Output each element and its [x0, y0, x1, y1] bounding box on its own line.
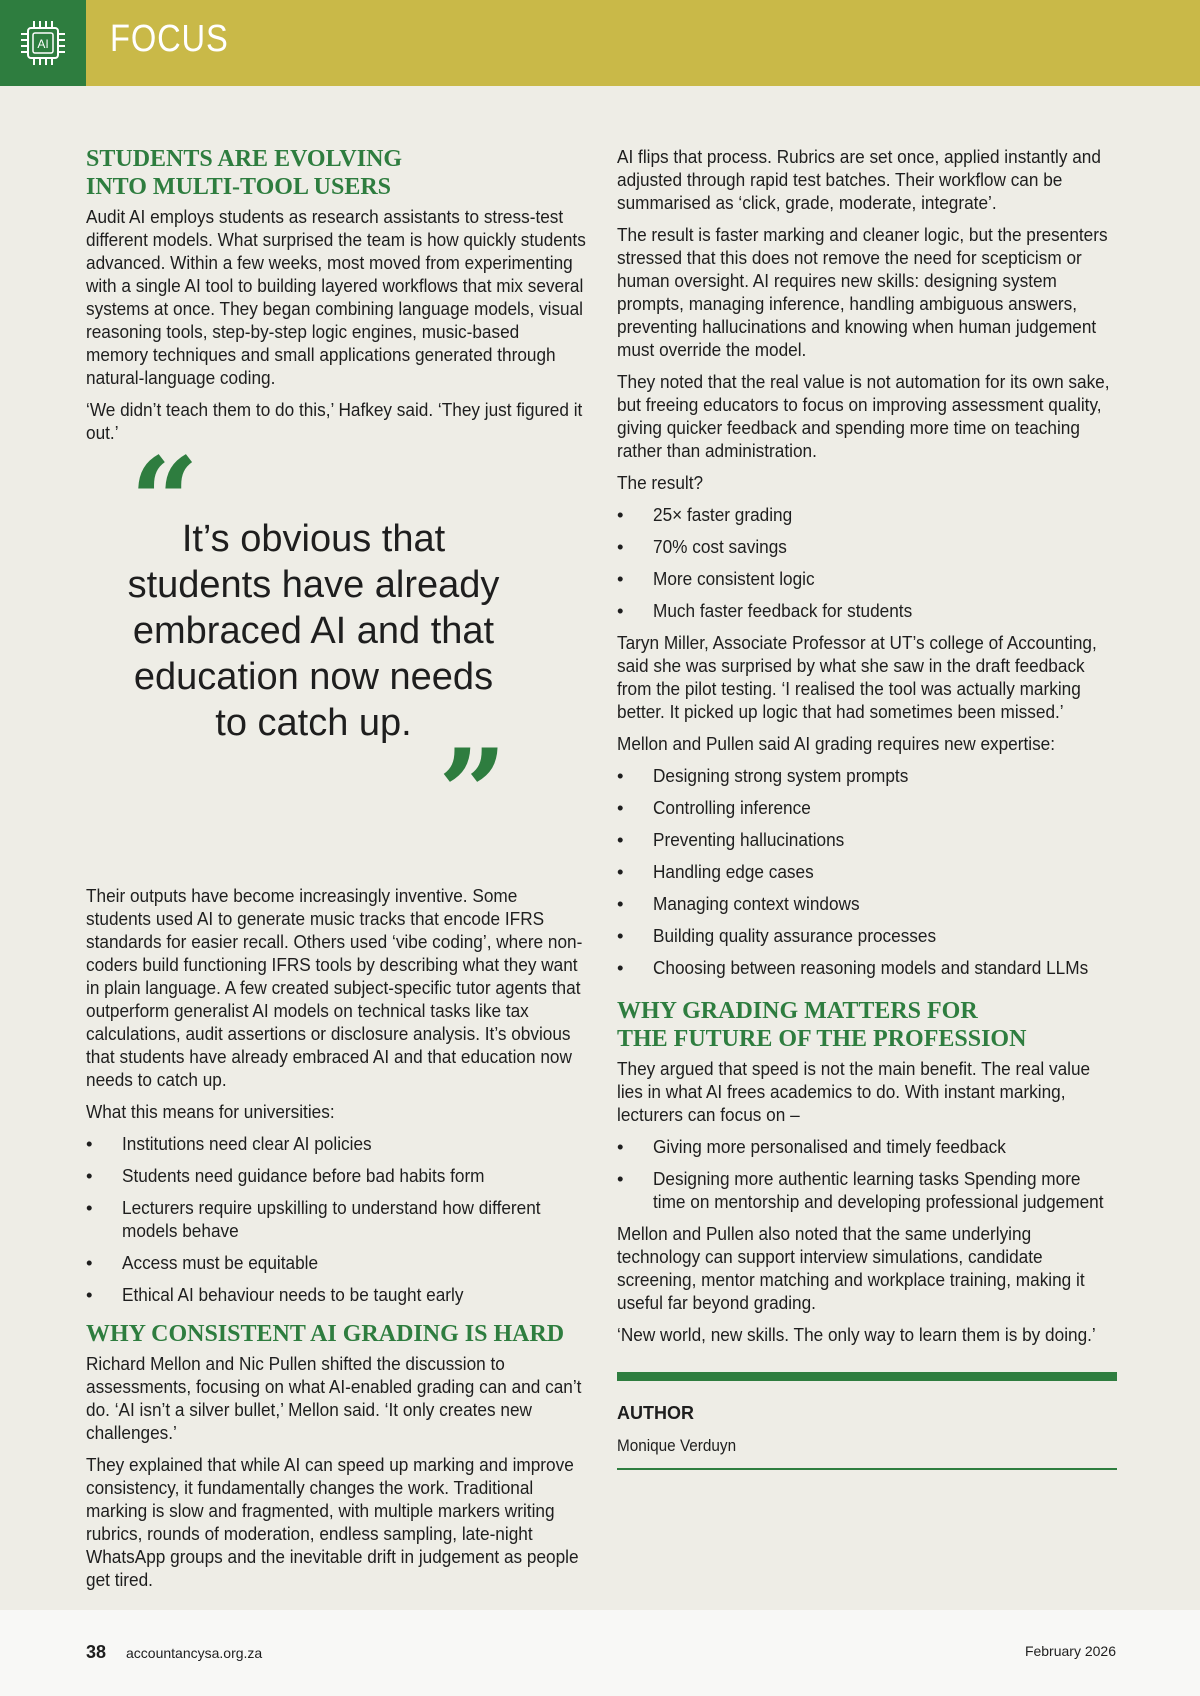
paragraph: They argued that speed is not the main benefit. The real value lies in what AI frees academics to do. With instant marking, lecturers can focus on – [617, 1058, 1091, 1125]
left-column [86, 145, 586, 1600]
list-item: • Handling edge cases [617, 861, 814, 882]
website-link[interactable]: accountancysa.org.za [126, 1645, 263, 1661]
page-header [0, 0, 1200, 86]
ai-chip-icon [17, 17, 69, 69]
heading-grading-matters: WHY GRADING MATTERS FOR THE FUTURE OF THE PROFESSION [617, 998, 1027, 1052]
svg-text:AI: AI [37, 37, 49, 51]
list-item: • 25× faster grading [617, 504, 793, 525]
list-item: • Lecturers require upskilling to understand how different models behave [86, 1197, 541, 1241]
bullet-list-universities [86, 1132, 586, 1306]
list-item: • Giving more personalised and timely feedback [617, 1136, 1006, 1157]
bullet-list-focus [617, 1135, 1117, 1213]
page-number: 38 [86, 1642, 107, 1662]
bullet-list-results [617, 503, 1117, 622]
paragraph: Mellon and Pullen also noted that the same underlying technology can support interview simulations, candidate screening, mentor matching and workplace training, making it useful far beyond grading. [617, 1223, 1085, 1313]
bullet-list-expertise [617, 764, 1117, 979]
paragraph: AI flips that process. Rubrics are set once, applied instantly and adjusted through rapid test batches. Their workflow can be summarised as ‘click, grade, moderate, integrate’. [617, 146, 1101, 213]
list-item: • More consistent logic [617, 568, 815, 589]
issue-date: February 2026 [1024, 1643, 1116, 1659]
paragraph: ‘We didn’t teach them to do this,’ Hafkey said. ‘They just figured it out.’ [86, 399, 583, 443]
author-divider-top [617, 1372, 1117, 1381]
ai-chip-icon-box [0, 0, 86, 86]
right-column [617, 145, 1117, 1470]
paragraph: What this means for universities: [86, 1101, 335, 1122]
list-item: • Access must be equitable [86, 1252, 319, 1273]
page-footer [0, 1610, 1200, 1696]
author-label: AUTHOR [617, 1403, 694, 1423]
section-title: FOCUS [110, 18, 229, 60]
heading-consistent-grading: WHY CONSISTENT AI GRADING IS HARD [86, 1321, 565, 1347]
pull-quote-text: It’s obvious that students have already embraced AI and that education now needs to catch up. [127, 518, 500, 744]
list-item: • Managing context windows [617, 893, 860, 914]
list-item: • 70% cost savings [617, 536, 787, 557]
paragraph: Their outputs have become increasingly inventive. Some students used AI to generate music tracks that encode IFRS standards for easier recall. Others used ‘vibe coding’, where non-coders build functioning IFRS tools by describing what they want in plain language. A few created subject-specific tutor agents that outperform generalist AI models on technical tasks like tax calculations, audit assertions or disclosure analysis. It’s obvious that students have already embraced AI and that education now needs to catch up. [86, 885, 583, 1090]
list-item: • Choosing between reasoning models and standard LLMs [617, 957, 1089, 978]
paragraph: Mellon and Pullen said AI grading requires new expertise: [617, 733, 1056, 754]
list-item: • Designing more authentic learning tasks Spending more time on mentorship and developing professional judgement [617, 1168, 1104, 1212]
author-name: Monique Verduyn [617, 1436, 737, 1455]
pull-quote [86, 431, 586, 864]
close-quote-icon: ” [438, 723, 508, 864]
list-item: • Preventing hallucinations [617, 829, 845, 850]
heading-students-evolving: STUDENTS ARE EVOLVING INTO MULTI-TOOL USERS [86, 146, 403, 200]
paragraph: Taryn Miller, Associate Professor at UT’s college of Accounting, said she was surprised by what she saw in the draft feedback from the pilot testing. ‘I realised the tool was actually marking better. It picked up logic that had sometimes been missed.’ [617, 632, 1097, 722]
paragraph: They explained that while AI can speed up marking and improve consistency, it fundamentally changes the work. Traditional marking is slow and fragmented, with multiple markers writing rubrics, rounds of moderation, endless sampling, late-night WhatsApp groups and the inevitable drift in judgement as people get tired. [86, 1454, 579, 1590]
paragraph: Audit AI employs students as research assistants to stress-test different models. What surprised the team is how quickly students advanced. Within a few weeks, most moved from experimenting with a single AI tool to building layered workflows that mix several systems at once. They began combining language models, visual reasoning tools, step-by-step logic engines, music-based memory techniques and small applications generated through natural-language coding. [86, 206, 586, 388]
list-item: • Students need guidance before bad habits form [86, 1165, 485, 1186]
paragraph: The result? [617, 472, 704, 493]
paragraph: Richard Mellon and Nic Pullen shifted the discussion to assessments, focusing on what AI-enabled grading can and can’t do. ‘AI isn’t a silver bullet,’ Mellon said. ‘It only creates new challenges.’ [86, 1353, 582, 1443]
list-item: • Controlling inference [617, 797, 811, 818]
list-item: • Building quality assurance processes [617, 925, 937, 946]
list-item: • Ethical AI behaviour needs to be taught early [86, 1284, 464, 1305]
author-divider-bottom [617, 1468, 1117, 1470]
list-item: • Designing strong system prompts [617, 765, 909, 786]
open-quote-icon: “ [130, 431, 200, 572]
paragraph: ‘New world, new skills. The only way to learn them is by doing.’ [617, 1324, 1096, 1345]
list-item: • Much faster feedback for students [617, 600, 913, 621]
paragraph: They noted that the real value is not automation for its own sake, but freeing educators to focus on improving assessment quality, giving quicker feedback and spending more time on teaching rather than administration. [617, 371, 1110, 461]
paragraph: The result is faster marking and cleaner logic, but the presenters stressed that this does not remove the need for scepticism or human oversight. AI requires new skills: designing system prompts, managing inference, handling ambiguous answers, preventing hallucinations and knowing when human judgement must override the model. [617, 224, 1108, 360]
list-item: • Institutions need clear AI policies [86, 1133, 372, 1154]
